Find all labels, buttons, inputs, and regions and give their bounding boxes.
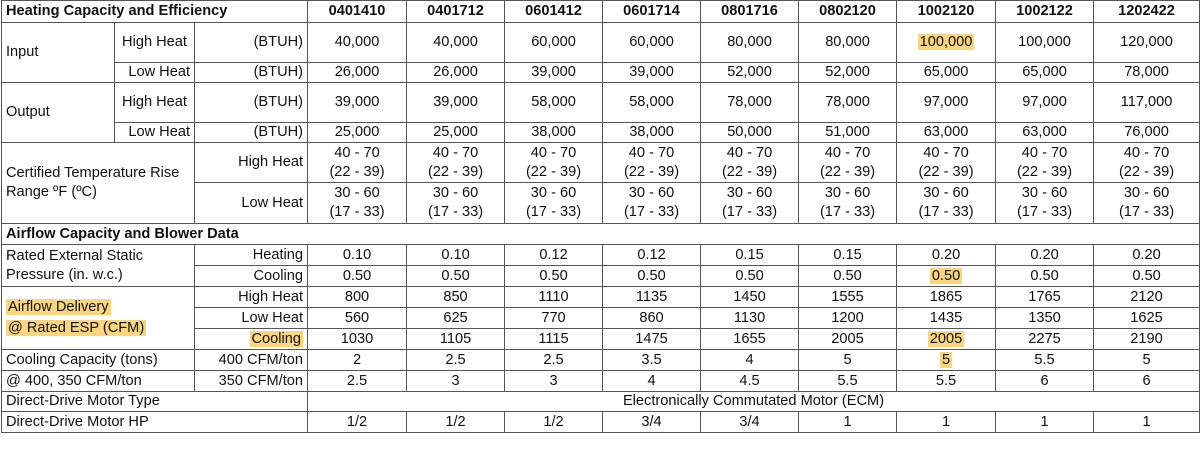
value-cell: 38,000 [603,123,701,143]
cell-line: 40 - 70 [726,144,773,161]
value-cell: 63,000 [996,123,1094,143]
capacity-350-row [2,371,1200,392]
value-cell: 1/2 [407,412,505,433]
value-cell: 40,000 [308,23,407,63]
cfm400-label: 400 CFM/ton [195,350,308,371]
model-header: 1202422 [1094,1,1200,23]
value-cell: 58,000 [603,83,701,123]
cooling-label: Cooling [195,266,308,287]
value-cell: 1130 [701,308,799,329]
unit-label: (BTUH) [195,83,308,123]
temp-rise-high-row [2,143,1200,183]
cell-line: (17 - 33) [819,204,876,220]
cell-line: (22 - 39) [525,163,582,180]
motor-type-label: Direct-Drive Motor Type [2,392,308,412]
cooling-label [195,329,308,350]
value-cell: 0.12 [505,245,603,266]
cell-line: 30 - 60 [824,185,871,201]
value-cell: 52,000 [799,63,897,83]
model-header: 0601412 [505,1,603,23]
value-cell: 78,000 [701,83,799,123]
value-cell: 0.50 [603,266,701,287]
value-cell: 1/2 [505,412,603,433]
value-cell [897,23,996,63]
value-cell: 26,000 [308,63,407,83]
highlighted-label: Airflow Delivery [8,299,109,315]
cell-line: (22 - 39) [427,163,484,180]
cell-line [6,319,190,338]
value-cell: 0.50 [799,266,897,287]
high-heat-label: High Heat [195,287,308,308]
highlighted-value: 0.50 [931,267,961,284]
value-cell: 60,000 [603,23,701,63]
temp-range-cell [505,183,603,224]
value-cell: 560 [308,308,407,329]
value-cell: 39,000 [407,83,505,123]
highlighted-value: Cooling [251,330,302,347]
cell-line: (17 - 33) [1118,204,1175,220]
value-cell: 4 [701,350,799,371]
value-cell: 1475 [603,329,701,350]
model-header: 1002120 [897,1,996,23]
model-header: 1002122 [996,1,1094,23]
high-heat-label: High Heat [115,23,195,63]
input-label: Input [2,23,115,83]
value-cell: 860 [603,308,701,329]
value-cell: 0.20 [897,245,996,266]
heating-label: Heating [195,245,308,266]
value-cell: 6 [1094,371,1200,392]
unit-label: (BTUH) [195,63,308,83]
input-high-row [2,23,1200,63]
cell-line: 30 - 60 [1021,185,1068,201]
cell-line: (17 - 33) [721,204,778,220]
value-cell: 1200 [799,308,897,329]
value-cell: 3/4 [701,412,799,433]
cell-line: 30 - 60 [1123,185,1170,201]
value-cell: 1655 [701,329,799,350]
value-cell: 65,000 [996,63,1094,83]
header-row [2,1,1200,23]
delivery-high-row [2,287,1200,308]
value-cell: 0.50 [407,266,505,287]
value-cell: 80,000 [799,23,897,63]
value-cell: 3 [407,371,505,392]
high-heat-label: High Heat [195,143,308,183]
value-cell: 76,000 [1094,123,1200,143]
value-cell: 25,000 [308,123,407,143]
cfm350-label: 350 CFM/ton [195,371,308,392]
cell-line: 40 - 70 [1123,144,1170,161]
value-cell: 0.15 [799,245,897,266]
cell-line: (17 - 33) [623,204,680,220]
temp-range-cell [701,143,799,183]
value-cell: 1 [897,412,996,433]
value-cell: 58,000 [505,83,603,123]
value-cell: 625 [407,308,505,329]
cell-line: 30 - 60 [334,185,380,201]
value-cell: 1/2 [308,412,407,433]
cell-line: (17 - 33) [329,204,385,220]
value-cell [897,329,996,350]
value-cell: 2005 [799,329,897,350]
cell-line: (17 - 33) [1016,204,1073,220]
motor-type-value: Electronically Commutated Motor (ECM) [308,392,1200,412]
cell-line: 30 - 60 [628,185,675,201]
value-cell: 1 [996,412,1094,433]
cell-line: 40 - 70 [1021,144,1068,161]
value-cell: 5.5 [799,371,897,392]
value-cell: 0.50 [505,266,603,287]
value-cell: 39,000 [308,83,407,123]
temp-range-cell [897,183,996,224]
value-cell: 60,000 [505,23,603,63]
value-cell: 5.5 [897,371,996,392]
high-heat-label: High Heat [115,83,195,123]
value-cell: 2.5 [505,350,603,371]
motor-hp-row [2,412,1200,433]
value-cell: 1625 [1094,308,1200,329]
output-label: Output [2,83,115,143]
value-cell: 100,000 [996,23,1094,63]
value-cell: 2.5 [308,371,407,392]
cell-line: (17 - 33) [525,204,582,220]
value-cell: 25,000 [407,123,505,143]
value-cell: 0.50 [1094,266,1200,287]
spec-table [1,0,1200,433]
value-cell: 0.12 [603,245,701,266]
value-cell: 2.5 [407,350,505,371]
temp-range-cell [897,143,996,183]
input-low-row [2,63,1200,83]
value-cell: 850 [407,287,505,308]
value-cell: 0.50 [996,266,1094,287]
highlighted-value: 2005 [929,330,963,347]
cell-line: (22 - 39) [918,163,974,180]
cell-line: 40 - 70 [334,144,380,161]
value-cell: 65,000 [897,63,996,83]
value-cell: 117,000 [1094,83,1200,123]
cell-line: 40 - 70 [432,144,479,161]
cell-line [6,298,190,317]
value-cell: 1105 [407,329,505,350]
temp-range-cell [308,143,407,183]
value-cell: 0.10 [407,245,505,266]
temp-range-cell [1094,143,1200,183]
temp-range-cell [1094,183,1200,224]
capacity-400-row [2,350,1200,371]
cell-line: (17 - 33) [918,204,974,220]
delivery-label [2,287,195,350]
output-low-row [2,123,1200,143]
value-cell: 4 [603,371,701,392]
value-cell: 78,000 [1094,63,1200,83]
cell-line: (22 - 39) [329,163,385,180]
temp-range-cell [407,143,505,183]
low-heat-label: Low Heat [195,308,308,329]
value-cell: 4.5 [701,371,799,392]
value-cell: 5.5 [996,350,1094,371]
value-cell: 3 [505,371,603,392]
cell-line: (22 - 39) [1016,163,1073,180]
value-cell: 1435 [897,308,996,329]
cell-line: (22 - 39) [623,163,680,180]
value-cell: 80,000 [701,23,799,63]
section-title-airflow: Airflow Capacity and Blower Data [2,224,1200,245]
value-cell: 5 [1094,350,1200,371]
value-cell: 1865 [897,287,996,308]
value-cell: 0.20 [996,245,1094,266]
highlighted-value: 100,000 [919,34,973,50]
temp-range-cell [603,143,701,183]
value-cell: 3.5 [603,350,701,371]
cell-line: (17 - 33) [427,204,484,220]
value-cell: 1030 [308,329,407,350]
value-cell: 0.15 [701,245,799,266]
value-cell: 1 [799,412,897,433]
section-row-airflow [2,224,1200,245]
value-cell: 770 [505,308,603,329]
value-cell: 2190 [1094,329,1200,350]
value-cell: 38,000 [505,123,603,143]
temp-range-cell [603,183,701,224]
capacity-label-2: @ 400, 350 CFM/ton [2,371,195,392]
value-cell: 0.20 [1094,245,1200,266]
cell-line: 30 - 60 [726,185,773,201]
cell-line: (22 - 39) [819,163,876,180]
value-cell: 1350 [996,308,1094,329]
temp-range-cell [996,143,1094,183]
cell-line: 30 - 60 [432,185,479,201]
motor-type-row [2,392,1200,412]
model-header: 0801716 [701,1,799,23]
value-cell: 63,000 [897,123,996,143]
value-cell: 0.50 [701,266,799,287]
value-cell: 1110 [505,287,603,308]
temp-range-cell [799,183,897,224]
temp-range-cell [505,143,603,183]
value-cell [897,350,996,371]
value-cell: 6 [996,371,1094,392]
esp-label: Rated External Static Pressure (in. w.c.) [2,245,195,287]
temp-range-cell [308,183,407,224]
highlighted-value: 5 [941,351,951,368]
value-cell: 1765 [996,287,1094,308]
value-cell: 1 [1094,412,1200,433]
unit-label: (BTUH) [195,123,308,143]
motor-hp-label: Direct-Drive Motor HP [2,412,308,433]
temp-range-cell [407,183,505,224]
value-cell: 2 [308,350,407,371]
value-cell: 800 [308,287,407,308]
section-title-heating: Heating Capacity and Efficiency [2,1,308,23]
value-cell [897,266,996,287]
cell-line: 30 - 60 [923,185,969,201]
value-cell: 39,000 [603,63,701,83]
value-cell: 2275 [996,329,1094,350]
value-cell: 50,000 [701,123,799,143]
value-cell: 51,000 [799,123,897,143]
value-cell: 0.10 [308,245,407,266]
cell-line: 40 - 70 [923,144,969,161]
esp-heating-row [2,245,1200,266]
capacity-label-1: Cooling Capacity (tons) [2,350,195,371]
value-cell: 120,000 [1094,23,1200,63]
temp-range-cell [996,183,1094,224]
low-heat-label: Low Heat [115,123,195,143]
value-cell: 52,000 [701,63,799,83]
value-cell: 97,000 [897,83,996,123]
cell-line: 40 - 70 [530,144,577,161]
output-high-row [2,83,1200,123]
cell-line: 40 - 70 [628,144,675,161]
unit-label: (BTUH) [195,23,308,63]
cell-line: 40 - 70 [824,144,871,161]
model-header: 0401712 [407,1,505,23]
value-cell: 1450 [701,287,799,308]
low-heat-label: Low Heat [115,63,195,83]
value-cell: 78,000 [799,83,897,123]
model-header: 0802120 [799,1,897,23]
value-cell: 0.50 [308,266,407,287]
highlighted-label: @ Rated ESP (CFM) [8,320,145,336]
value-cell: 97,000 [996,83,1094,123]
value-cell: 1555 [799,287,897,308]
cell-line: (22 - 39) [1118,163,1175,180]
model-header: 0601714 [603,1,701,23]
temp-range-cell [701,183,799,224]
value-cell: 39,000 [505,63,603,83]
model-header: 0401410 [308,1,407,23]
value-cell: 5 [799,350,897,371]
value-cell: 2120 [1094,287,1200,308]
temp-range-cell [799,143,897,183]
value-cell: 1115 [505,329,603,350]
value-cell: 1135 [603,287,701,308]
low-heat-label: Low Heat [195,183,308,224]
value-cell: 40,000 [407,23,505,63]
temp-rise-label: Certified Temperature Rise Range ºF (ºC) [2,143,195,224]
value-cell: 26,000 [407,63,505,83]
cell-line: 30 - 60 [530,185,577,201]
cell-line: (22 - 39) [721,163,778,180]
value-cell: 3/4 [603,412,701,433]
